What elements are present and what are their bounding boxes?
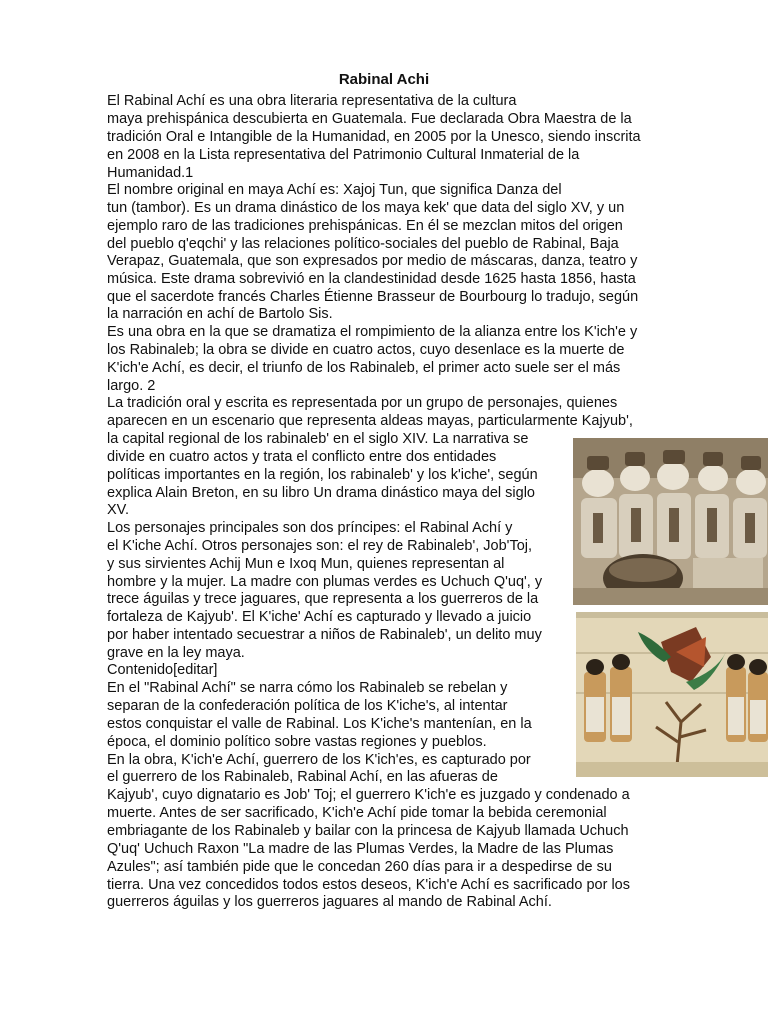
text-line: políticas importantes en la región, los rabinaleb' y los k'iche', según xyxy=(107,467,538,483)
text-line: los Rabinaleb; la obra se divide en cuatro actos, cuyo desenlace es la muerte de xyxy=(107,342,625,358)
text-line: Verapaz, Guatemala, que son expresados por medio de máscaras, danza, teatro y xyxy=(107,253,638,269)
text-line: que el sacerdote francés Charles Étienne Brasseur de Bourbourg lo tradujo, según xyxy=(107,289,639,305)
text-line: la capital regional de los rabinaleb' en el siglo XIV. La narrativa se xyxy=(107,431,529,447)
document-title: Rabinal Achi xyxy=(338,71,430,88)
text-line: tun (tambor). Es un drama dinástico de los maya kek' que data del siglo XV, y un xyxy=(107,200,625,216)
text-line: La tradición oral y escrita es representada por un grupo de personajes, quienes xyxy=(107,395,618,411)
dancers-photo xyxy=(573,438,768,605)
text-line: hombre y la mujer. La madre con plumas verdes es Uchuch Q'uq', y xyxy=(107,574,543,590)
section-heading: Contenido[editar] xyxy=(107,662,218,678)
text-line: fortaleza de Kajyub'. El K'iche' Achí es capturado y llevado a juicio xyxy=(107,609,532,625)
text-line: Q'uq' Uchuch Raxon "La madre de las Plumas Verdes, la Madre de las Plumas xyxy=(107,841,614,857)
text-line: Es una obra en la que se dramatiza el rompimiento de la alianza entre los K'ich'e y xyxy=(107,324,638,340)
text-line: guerreros águilas y los guerreros jaguares al mando de Rabinal Achí. xyxy=(107,894,552,910)
text-line: El Rabinal Achí es una obra literaria representativa de la cultura xyxy=(107,93,517,109)
text-line: el K'iche Achí. Otros personajes son: el rey de Rabinaleb', Job'Toj, xyxy=(107,538,533,554)
text-line: En el "Rabinal Achí" se narra cómo los Rabinaleb se rebelan y xyxy=(107,680,508,696)
text-line: tierra. Una vez concedidos todos estos deseos, K'ich'e Achí es sacrificado por los xyxy=(107,877,630,893)
text-line: separan de la confederación política de los K'iche's, al intentar xyxy=(107,698,508,714)
text-line: divide en cuatro actos y trata el conflicto entre dos entidades xyxy=(107,449,497,465)
text-line: explica Alain Breton, en su libro Un drama dinástico maya del siglo xyxy=(107,485,535,501)
text-line: En la obra, K'ich'e Achí, guerrero de los K'ich'es, es capturado por xyxy=(107,752,531,768)
text-line: la narración en achí de Bartolo Sis. xyxy=(107,306,333,322)
text-line: Humanidad.1 xyxy=(107,165,194,181)
text-line: ejemplo raro de las tradiciones prehispánicas. En él se mezclan mitos del origen xyxy=(107,218,623,234)
text-line: XV. xyxy=(107,502,130,518)
text-line: El nombre original en maya Achí es: Xajoj Tun, que significa Danza del xyxy=(107,182,562,198)
text-line: embriagante de los Rabinaleb y bailar con la princesa de Kajyub llamada Uchuch xyxy=(107,823,629,839)
text-line: el guerrero de los Rabinaleb, Rabinal Achí, en las afueras de xyxy=(107,769,498,785)
text-line: muerte. Antes de ser sacrificado, K'ich'e Achí pide tomar la bebida ceremonial xyxy=(107,805,607,821)
text-line: del pueblo q'eqchi' y las relaciones político-sociales del pueblo de Rabinal, Baja xyxy=(107,236,619,252)
text-line: grave en la ley maya. xyxy=(107,645,245,661)
text-line: por haber intentado secuestrar a niños de Rabinaleb', un delito muy xyxy=(107,627,542,643)
text-line: época, el dominio político sobre vastas regiones y pueblos. xyxy=(107,734,487,750)
text-line: estos conquistar el valle de Rabinal. Los K'iche's mantenían, en la xyxy=(107,716,532,732)
text-line: K'ich'e Achí, es decir, el triunfo de los Rabinaleb, el primer acto suele ser el más xyxy=(107,360,621,376)
text-line: Los personajes principales son dos príncipes: el Rabinal Achí y xyxy=(107,520,513,536)
codex-illustration xyxy=(576,612,768,777)
text-line: música. Este drama sobrevivió en la clandestinidad desde 1625 hasta 1856, hasta xyxy=(107,271,636,287)
text-line: Azules"; así también pide que le concedan 260 días para ir a despedirse de su xyxy=(107,859,612,875)
text-line: tradición Oral e Intangible de la Humanidad, en 2005 por la Unesco, siendo inscrita xyxy=(107,129,641,145)
text-line: largo. 2 xyxy=(107,378,156,394)
text-line: aparecen en un escenario que representa aldeas mayas, particularmente Kajyub', xyxy=(107,413,633,429)
text-line: en 2008 en la Lista representativa del Patrimonio Cultural Inmaterial de la xyxy=(107,147,580,163)
text-line: y sus sirvientes Achij Mun e Ixoq Mun, quienes representan al xyxy=(107,556,505,572)
text-line: trece águilas y trece jaguares, que representa a los guerreros de la xyxy=(107,591,539,607)
text-line: maya prehispánica descubierta en Guatemala. Fue declarada Obra Maestra de la xyxy=(107,111,632,127)
text-line: Kajyub', cuyo dignatario es Job' Toj; el guerrero K'ich'e es juzgado y condenado a xyxy=(107,787,630,803)
